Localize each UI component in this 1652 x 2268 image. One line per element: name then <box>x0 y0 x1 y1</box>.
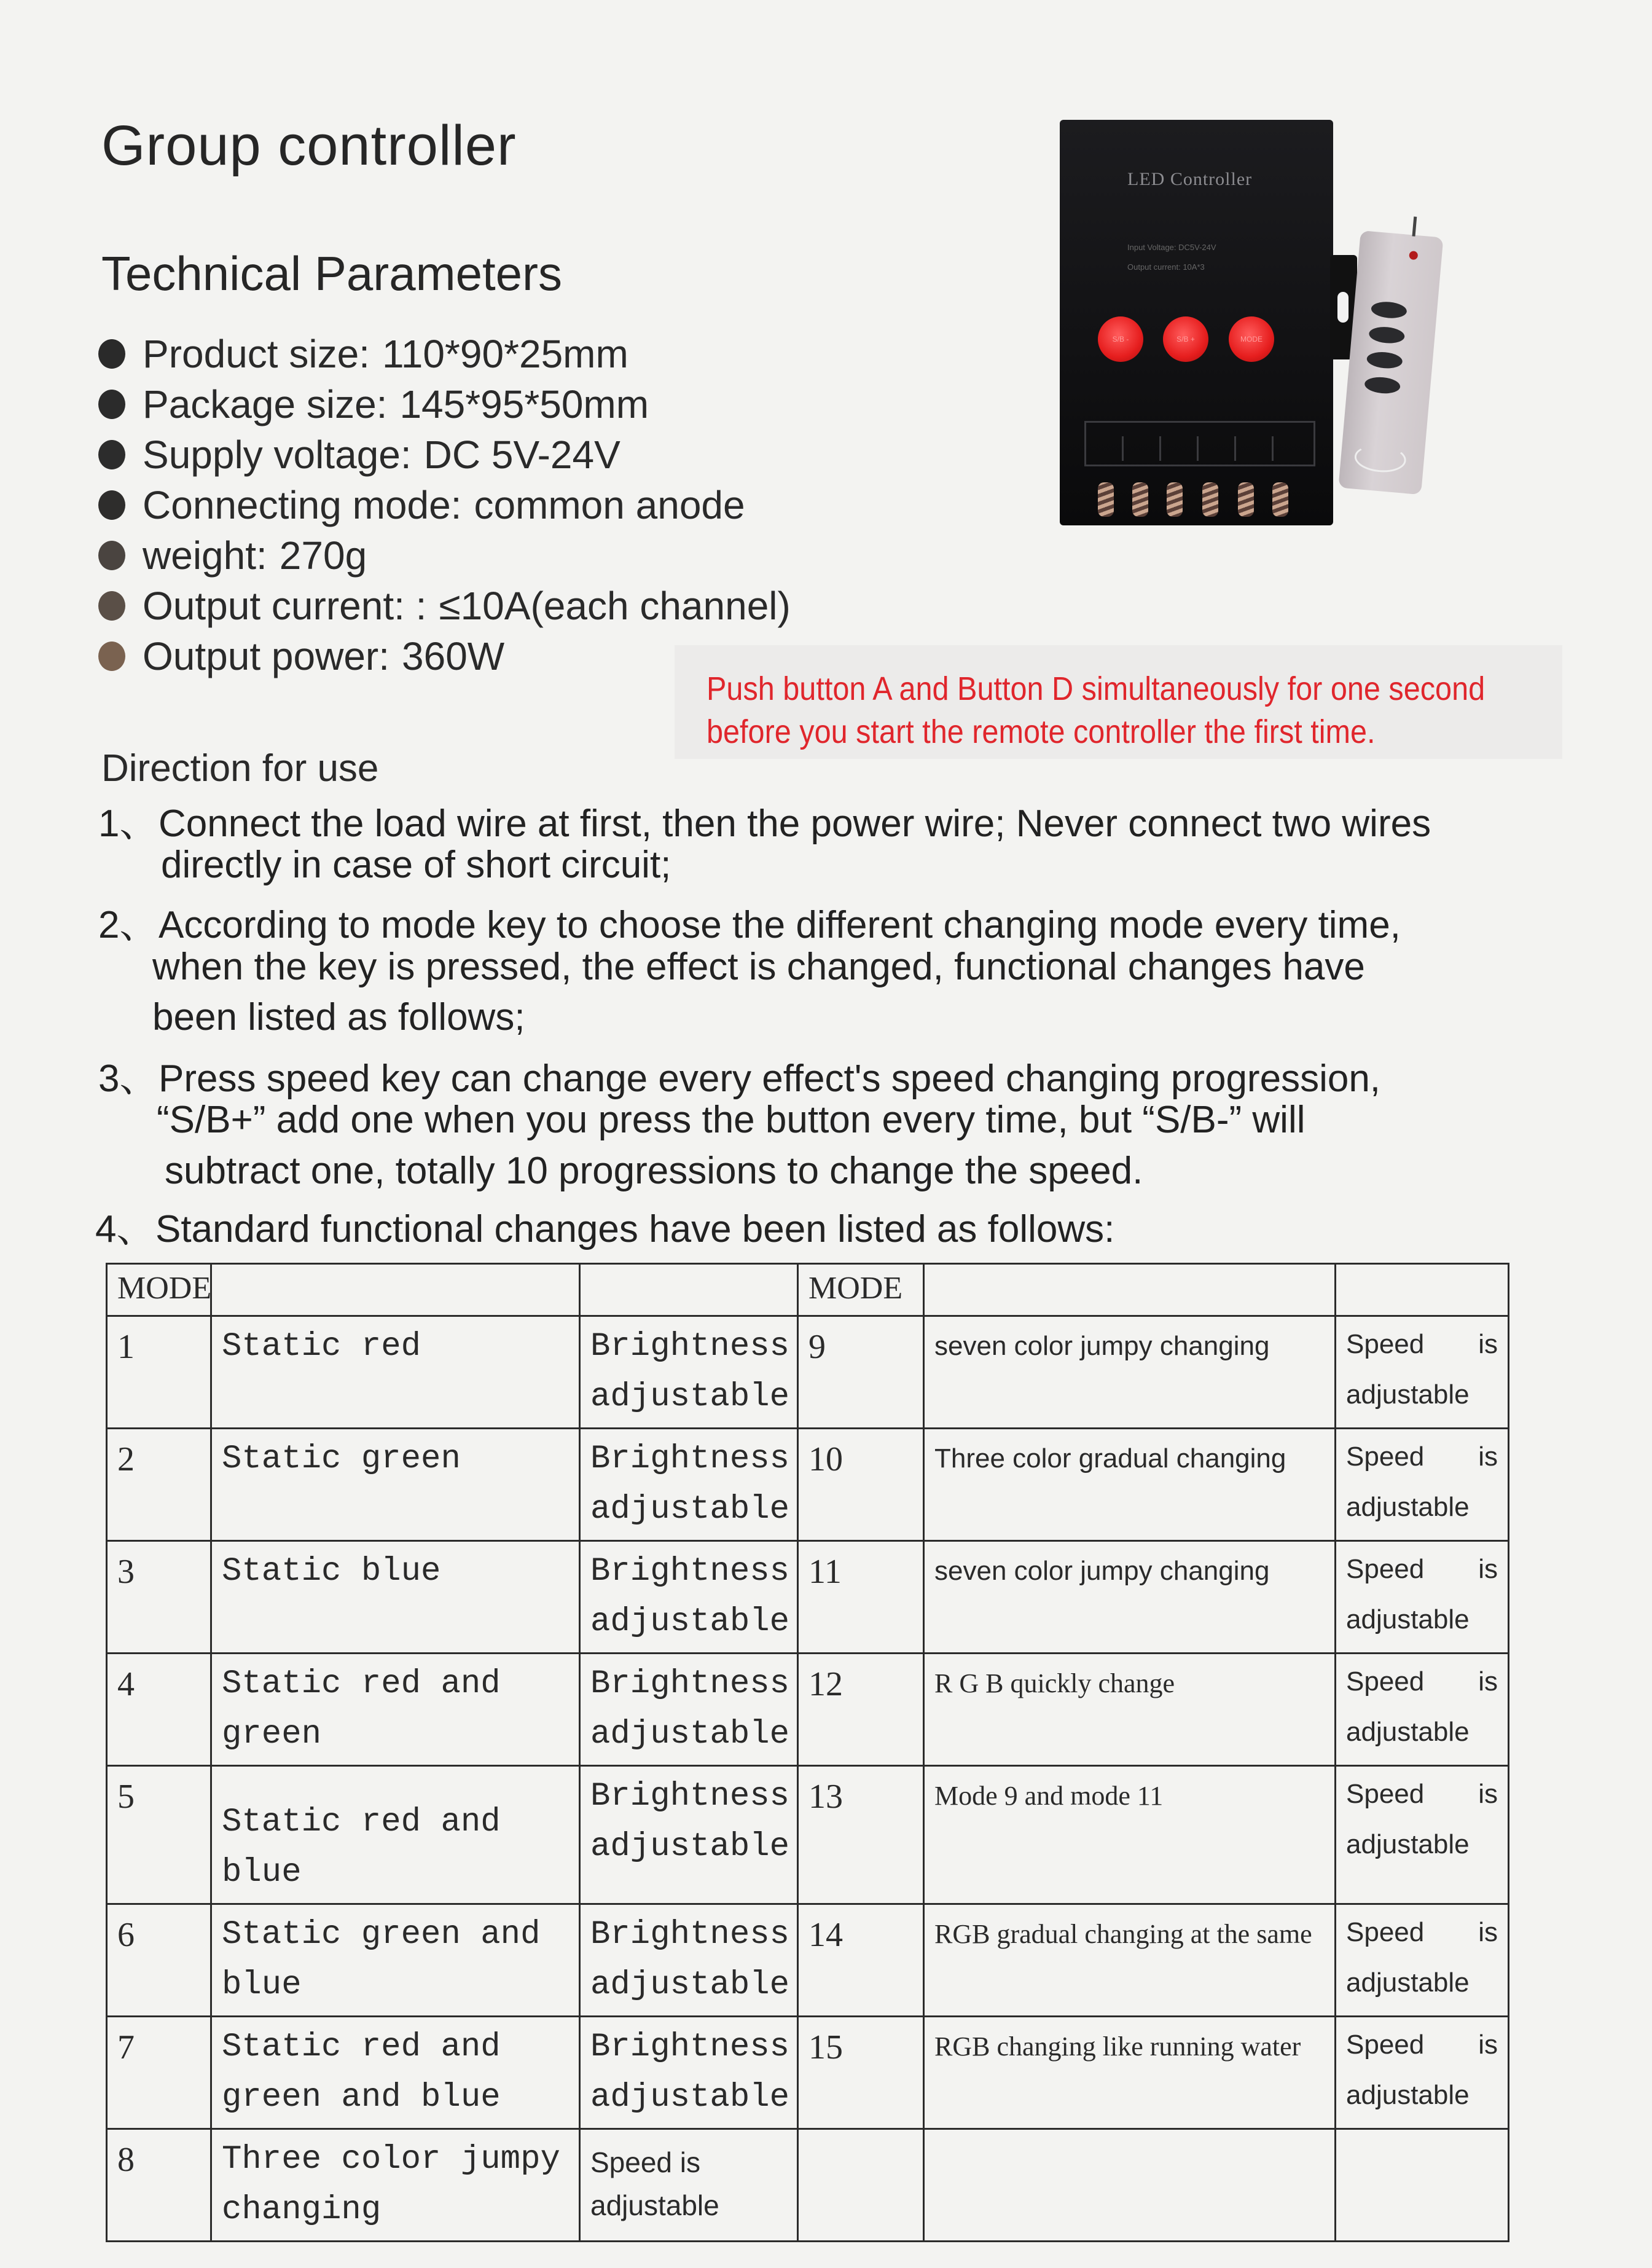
device-label: LED Controller <box>1127 169 1253 189</box>
direction-item-2-cont-2: been listed as follows; <box>152 996 525 1038</box>
antenna-icon <box>1412 216 1417 236</box>
ir-led-icon <box>1409 251 1418 260</box>
terminal-screw-icon <box>1167 482 1183 517</box>
direction-item-3-cont-2: subtract one, totally 10 progressions to change the speed. <box>165 1150 1143 1192</box>
first-use-notice: Push button A and Button D simultaneously for one second before you start the remote controller the first time. <box>675 645 1562 759</box>
direction-item-1-cont: directly in case of short circuit; <box>161 844 671 886</box>
terminal-screw-icon <box>1098 482 1114 517</box>
table-row: 6 Static green and blue Brightness adjustable 14 RGB gradual changing at the same Speed is adjustable <box>107 1904 1509 2017</box>
direction-item-2: 2、According to mode key to choose the different changing mode every time, <box>98 904 1401 946</box>
table-row: 5 Static red and blue Brightness adjustable 13 Mode 9 and mode 11 Speed is adjustable <box>107 1766 1509 1904</box>
spec-item-supply-voltage: Supply voltage: DC 5V-24V <box>98 430 791 480</box>
column-header-mode: MODE <box>107 1264 211 1316</box>
bullet-icon <box>98 541 125 570</box>
remote-key-d <box>1364 376 1401 395</box>
direction-item-2-cont-1: when the key is pressed, the effect is changed, functional changes have <box>152 946 1365 988</box>
table-header-row <box>107 1264 1509 1316</box>
table-row: 2 Static green Brightness adjustable 10 Three color gradual changing Speed is adjustable <box>107 1429 1509 1541</box>
table-row: 4 Static red and green Brightness adjustable 12 R G B quickly change Speed is adjustable <box>107 1654 1509 1766</box>
direction-item-4: 4、Standard functional changes have been listed as follows: <box>95 1208 1115 1250</box>
remote-key-a <box>1371 300 1407 320</box>
column-header-mode: MODE <box>798 1264 924 1316</box>
table-row: 1 Static red Brightness adjustable 9 seven color jumpy changing Speed is adjustable <box>107 1316 1509 1429</box>
spec-item-output-current: Output current: : ≤10A(each channel) <box>98 581 791 631</box>
spec-item-weight: weight: 270g <box>98 530 791 581</box>
spec-item-product-size: Product size: 110*90*25mm <box>98 329 791 379</box>
terminal-screw-icon <box>1238 482 1254 517</box>
bullet-icon <box>98 440 125 469</box>
spec-item-output-power: Output power: 360W <box>98 631 791 681</box>
spec-item-package-size: Package size: 145*95*50mm <box>98 379 791 430</box>
remote-key-c <box>1366 351 1403 370</box>
bullet-icon <box>98 390 125 419</box>
led-controller-image <box>1060 120 1333 525</box>
remote-logo <box>1353 443 1407 474</box>
bullet-icon <box>98 490 125 520</box>
section-title-technical-parameters: Technical Parameters <box>101 246 562 300</box>
direction-item-3-cont-1: “S/B+” add one when you press the button every time, but “S/B-” will <box>157 1099 1306 1141</box>
device-button-mode: MODE <box>1229 316 1274 362</box>
device-output-label: Output current: 10A*3 <box>1127 262 1205 272</box>
table-row: 3 Static blue Brightness adjustable 11 seven color jumpy changing Speed is adjustable <box>107 1541 1509 1654</box>
bullet-icon <box>98 642 125 671</box>
device-input-label: Input Voltage: DC5V-24V <box>1127 243 1216 252</box>
terminal-label-block <box>1084 421 1315 466</box>
device-button-sb-plus: S/B + <box>1163 316 1208 362</box>
device-button-sb-minus: S/B - <box>1098 316 1143 362</box>
terminal-screw-icon <box>1272 482 1288 517</box>
spec-item-connecting-mode: Connecting mode: common anode <box>98 480 791 530</box>
table-row: 8 Three color jumpy changing Speed is adjustable <box>107 2129 1509 2242</box>
direction-item-1: 1、Connect the load wire at first, then the power wire; Never connect two wires <box>98 802 1431 845</box>
remote-key-b <box>1368 326 1405 345</box>
mode-table <box>106 1263 1509 2242</box>
terminal-screw-icon <box>1132 482 1148 517</box>
terminal-screw-icon <box>1202 482 1218 517</box>
spec-list <box>98 329 791 681</box>
directions-heading: Direction for use <box>101 747 379 790</box>
bullet-icon <box>98 591 125 621</box>
page-title: Group controller <box>101 114 517 177</box>
direction-item-3: 3、Press speed key can change every effect's speed changing progression, <box>98 1057 1381 1100</box>
bullet-icon <box>98 339 125 369</box>
table-row: 7 Static red and green and blue Brightness adjustable 15 RGB changing like running water Speed is adjustable <box>107 2017 1509 2129</box>
